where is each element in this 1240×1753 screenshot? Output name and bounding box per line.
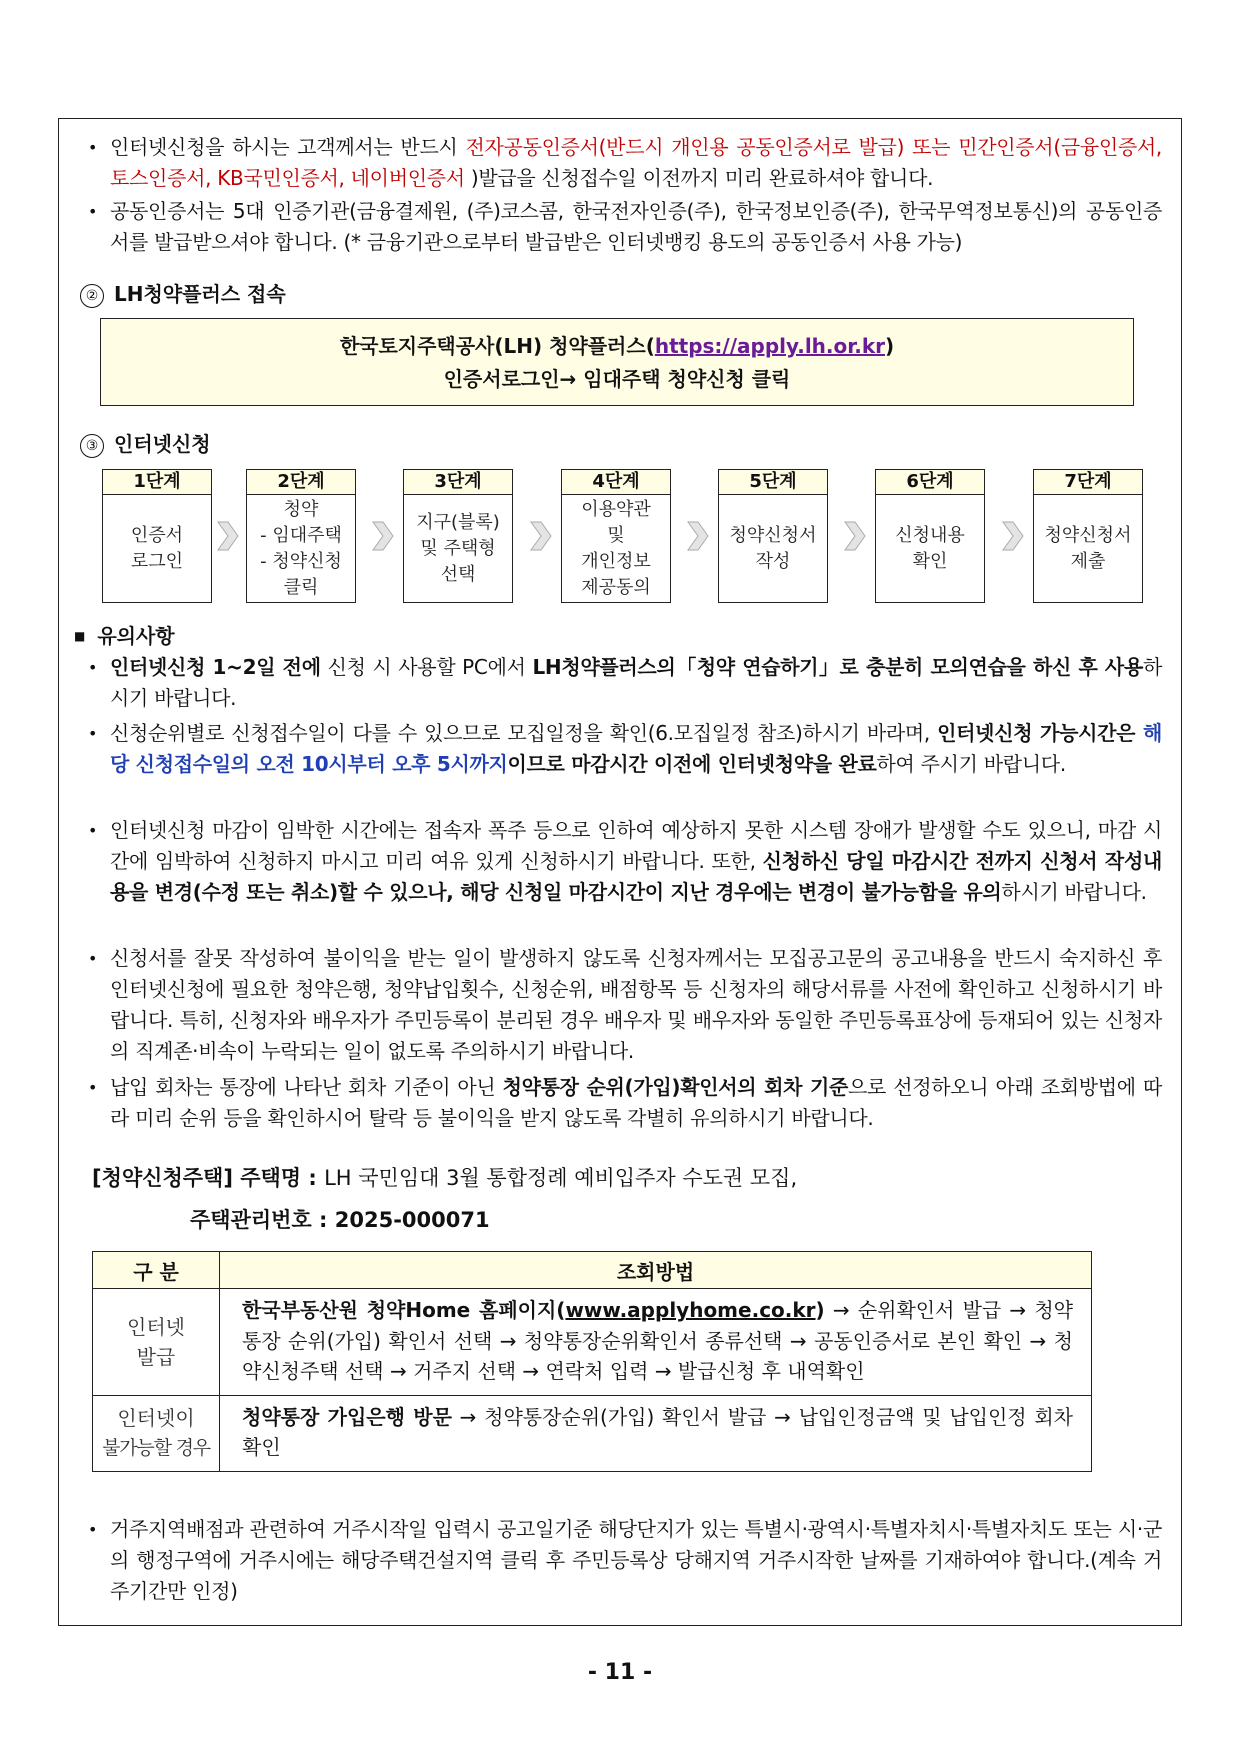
page-number: - 11 -	[587, 1660, 653, 1685]
step-2-box: 2단계 청약 - 임대주택 - 청약신청 클릭	[246, 469, 356, 603]
note-5: • 납입 회차는 통장에 나타난 회차 기준이 아닌 청약통장 순위(가입)확인서의 회차 기준으로 선정하오니 아래 조회방법에 따라 미리 순위 등을 확인하시어 탈락 등 불이익을 받지 않도록 각별히 유의하시기 바랍니다.	[88, 1075, 1163, 1130]
step-1-head: 1단계	[103, 470, 211, 495]
lh-access-line-1: 한국토지주택공사(LH) 청약플러스(https://apply.lh.or.kr)	[339, 334, 895, 358]
certificate-highlight: 전자공동인증서(반드시 개인용 공동인증서로 발급) 또는 민간인증서(금융인증서, 토스인증서, KB국민인증서, 네이버인증서	[110, 135, 1162, 190]
intro-bullet-2: • 공동인증서는 5대 인증기관(금융결제원, (주)코스콤, 한국전자인증(주), 한국정보인증(주), 한국무역정보통신)의 공동인증서를 발급받으셔야 합니다. (* 금융기관으로부터 발급받은 인터넷뱅킹 용도의 공동인증서 사용 가능)	[88, 199, 1162, 254]
applyhome-url-link[interactable]: www.applyhome.co.kr	[565, 1298, 816, 1322]
step-5-box: 5단계 청약신청서 작성	[718, 469, 828, 603]
step-4-box: 4단계 이용약관 및 개인정보 제공동의	[561, 469, 671, 603]
section-2-heading: ② LH청약플러스 접속	[80, 278, 286, 308]
step-arrow-icon	[1001, 518, 1025, 554]
step-arrow-icon	[529, 518, 553, 554]
step-arrow-icon	[371, 518, 395, 554]
note-2: • 신청순위별로 신청접수일이 다를 수 있으므로 모집일정을 확인(6.모집일정 참조)하시기 바라며, 인터넷신청 가능시간은 해당 신청접수일의 오전 10시부터 오후 5시까지이므로 마감시간 이전에 인터넷청약을 완료하여 주시기 바랍니다.	[88, 721, 1162, 776]
inquiry-method-table	[92, 1251, 1092, 1472]
table-row: 인터넷이 불가능할 경우 청약통장 가입은행 방문 → 청약통장순위(가입) 확인서 발급 → 납입인정금액 및 납입인정 회차 확인	[93, 1395, 1092, 1471]
intro-bullet-1: • 인터넷신청을 하시는 고객께서는 반드시 전자공동인증서(반드시 개인용 공동인증서로 발급) 또는 민간인증서(금융인증서, 토스인증서, KB국민인증서, 네이버인증서 )발급을 신청접수일 이전까지 미리 완료하셔야 합니다.	[88, 135, 1162, 190]
table-header-category: 구 분	[93, 1252, 220, 1289]
notes-heading: ■ 유의사항	[74, 624, 175, 648]
step-1-box: 1단계 인증서 로그인	[102, 469, 212, 603]
step-7-head: 7단계	[1034, 470, 1142, 495]
step-arrow-icon	[686, 518, 710, 554]
step-4-head: 4단계	[562, 470, 670, 495]
note-3: • 인터넷신청 마감이 임박한 시간에는 접속자 폭주 등으로 인하여 예상하지 못한 시스템 장애가 발생할 수도 있으니, 마감 시간에 임박하여 신청하지 마시고 미리 여유 있게 신청하시기 바랍니다. 또한, 신청하신 당일 마감시간 전까지 신청서 작성내용을 변경(수정 또는 취소)할 수 있으나, 해당 신청일 마감시간이 지난 경우에는 변경이 불가능함을 유의하시기 바랍니다.	[88, 818, 1162, 904]
step-arrow-icon	[216, 518, 240, 554]
step-5-head: 5단계	[719, 470, 827, 495]
step-6-box: 6단계 신청내용 확인	[875, 469, 985, 603]
note-4: • 신청서를 잘못 작성하여 불이익을 받는 일이 발생하지 않도록 신청자께서는 모집공고문의 공고내용을 반드시 숙지하신 후 인터넷신청에 필요한 청약은행, 청약납입횟수, 신청순위, 배점항목 등 신청자의 해당서류를 사전에 확인하고 신청하시기 바랍니다. 특히, 신청자와 배우자가 주민등록이 분리된 경우 배우자 및 배우자와 동일한 주민등록표상에 등재되어 있는 신청자의 직계존·비속이 누락되는 일이 없도록 주의하시기 바랍니다.	[88, 946, 1162, 1063]
step-arrow-icon	[843, 518, 867, 554]
lh-url-link[interactable]: https://apply.lh.or.kr	[654, 334, 886, 358]
step-7-box: 7단계 청약신청서 제출	[1033, 469, 1143, 603]
circled-number-2: ②	[80, 284, 104, 308]
circled-number-3: ③	[80, 434, 104, 458]
residence-note: • 거주지역배점과 관련하여 거주시작일 입력시 공고일기준 해당단지가 있는 특별시·광역시·특별자치시·특별자치도 또는 시·군의 행정구역에 거주시에는 해당주택건설지역 클릭 후 주민등록상 당해지역 거주시작한 날짜를 기재하여야 합니다.(계속 거주기간만 인정)	[88, 1517, 1162, 1603]
lh-access-line-2: 인증서로그인→ 임대주택 청약신청 클릭	[443, 367, 791, 391]
note-1: • 인터넷신청 1~2일 전에 신청 시 사용할 PC에서 LH청약플러스의「청약 연습하기」로 충분히 모의연습을 하신 후 사용하시기 바랍니다.	[88, 655, 1163, 710]
step-2-head: 2단계	[247, 470, 355, 495]
lh-access-box	[100, 318, 1134, 406]
step-3-head: 3단계	[404, 470, 512, 495]
housing-name-line: [청약신청주택] 주택명 : LH 국민임대 3월 통합정례 예비입주자 수도권 모집,	[92, 1166, 798, 1190]
application-hours: 해당 신청접수일의 오전 10시부터 오후 5시까지	[110, 721, 1162, 776]
table-header-method: 조회방법	[220, 1252, 1092, 1289]
section-3-heading: ③ 인터넷신청	[80, 428, 211, 458]
housing-management-number: 주택관리번호 : 2025-000071	[190, 1208, 490, 1232]
square-bullet-icon: ■	[74, 629, 86, 643]
step-6-head: 6단계	[876, 470, 984, 495]
table-row: 인터넷 발급 한국부동산원 청약Home 홈페이지(www.applyhome.co.kr) → 순위확인서 발급 → 청약통장 순위(가입) 확인서 선택 → 청약통장순위확인서 종류선택 → 공동인증서로 본인 확인 → 청약신청주택 선택 → 거주지 선택 → 연락처 입력 → 발급신청 후 내역확인	[93, 1289, 1092, 1396]
step-3-box: 3단계 지구(블록) 및 주택형 선택	[403, 469, 513, 603]
